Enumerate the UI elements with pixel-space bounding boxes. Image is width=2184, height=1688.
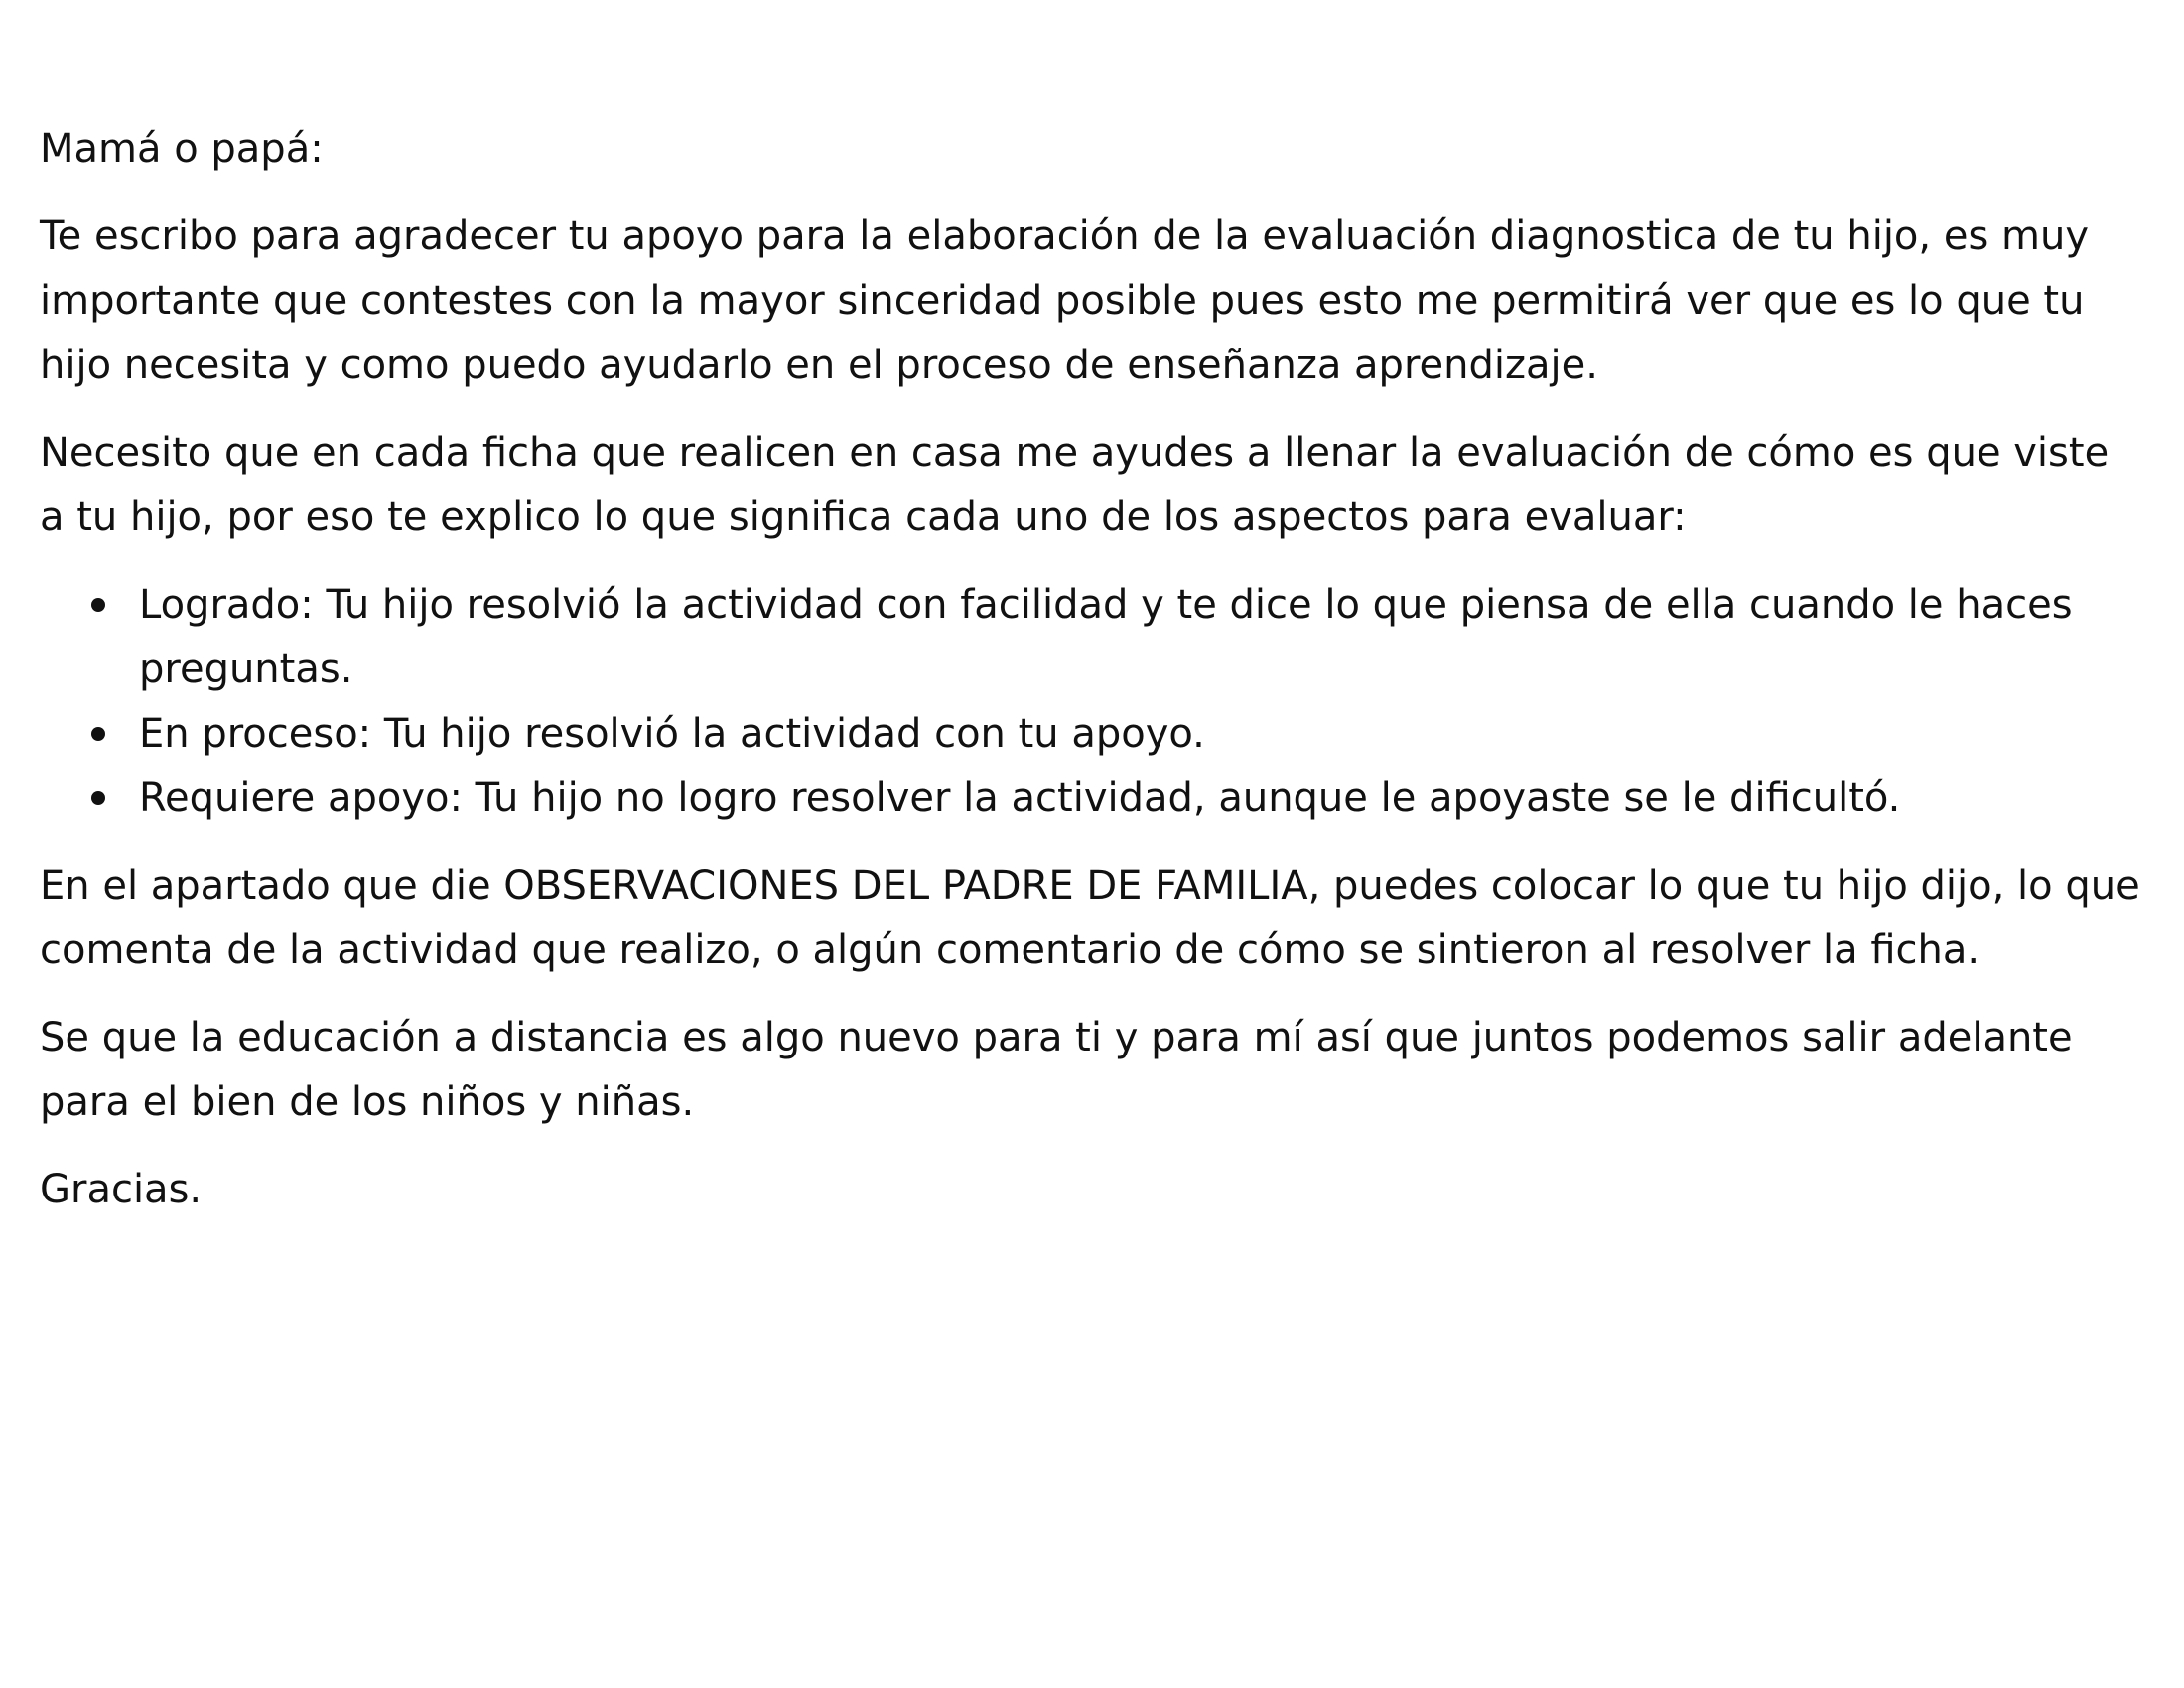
bullet-icon [91, 791, 105, 805]
letter-body [40, 117, 2144, 1245]
aspect-text: Logrado: Tu hijo resolvió la actividad con facilidad y te dice lo que piensa de ella cuando le haces preguntas. [139, 582, 2073, 692]
paragraph-thanks: Te escribo para agradecer tu apoyo para la elaboración de la evaluación diagnostica de tu hijo, es muy importante que contestes con la mayor sinceridad posible pues esto me permitirá ver que es lo que tu hijo necesita y como puedo ayudarlo en el proceso de enseñanza aprendizaje. [40, 213, 2089, 388]
closing: Gracias. [40, 1167, 203, 1212]
aspect-requiere-apoyo [139, 767, 2144, 831]
evaluation-aspects-list [40, 573, 2144, 831]
aspect-en-proceso [139, 702, 2144, 767]
aspect-text: Requiere apoyo: Tu hijo no logro resolver la actividad, aunque le apoyaste se le dificultó. [139, 775, 1901, 821]
greeting: Mamá o papá: [40, 126, 324, 172]
paragraph-distance-education: Se que la educación a distancia es algo nuevo para ti y para mí así que juntos podemos salir adelante para el bien de los niños y niñas. [40, 1015, 2073, 1125]
aspect-logrado [139, 573, 2144, 702]
paragraph-instructions: Necesito que en cada ficha que realicen en casa me ayudes a llenar la evaluación de cómo es que viste a tu hijo, por eso te explico lo que significa cada uno de los aspectos para evaluar: [40, 430, 2110, 540]
aspect-text: En proceso: Tu hijo resolvió la actividad con tu apoyo. [139, 711, 1205, 757]
bullet-icon [91, 727, 105, 741]
bullet-icon [91, 598, 105, 612]
paragraph-observations: En el apartado que die OBSERVACIONES DEL PADRE DE FAMILIA, puedes colocar lo que tu hijo dijo, lo que comenta de la actividad que realizo, o algún comentario de cómo se sintieron al resolver la ficha. [40, 863, 2140, 973]
